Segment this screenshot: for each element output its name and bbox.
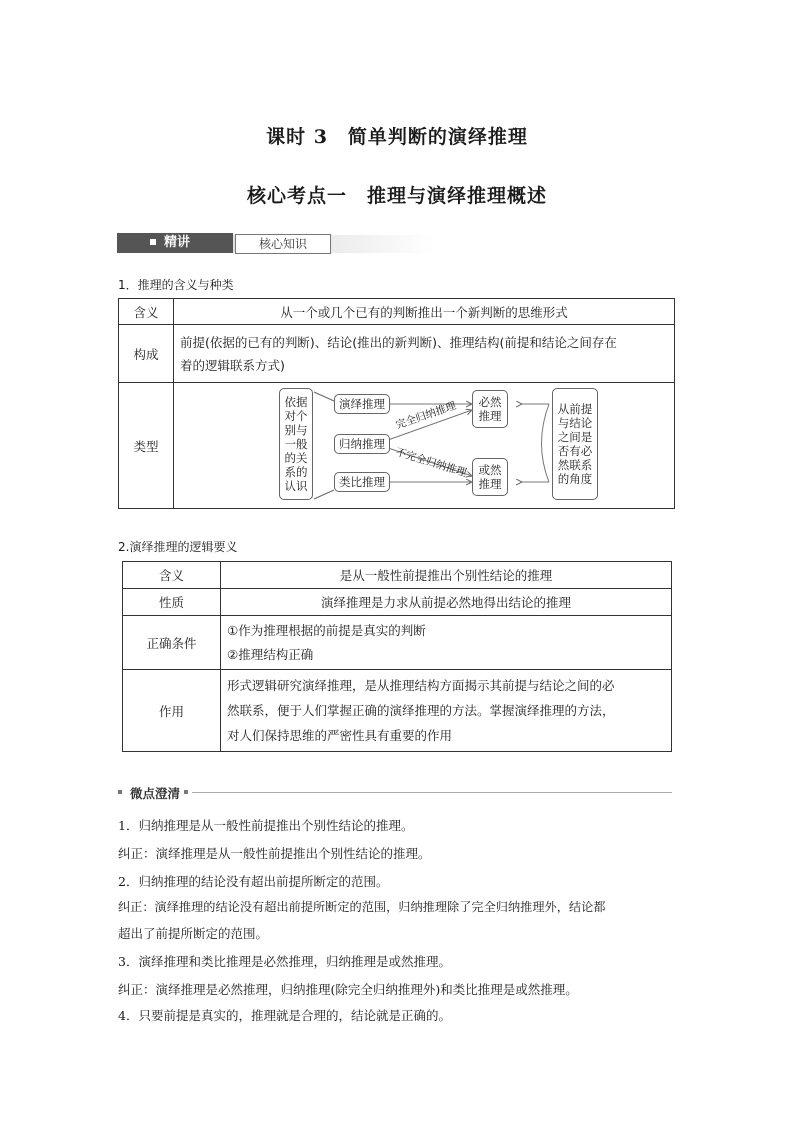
banner-left-label: 精讲	[164, 235, 191, 250]
content-line: 着的逻辑联系方式)	[180, 357, 285, 373]
clarify-line: 3．演绎推理和类比推理是必然推理，归纳推理是或然推理。	[118, 954, 451, 969]
divider-dot	[184, 790, 188, 794]
criterion-text: 的角度	[557, 471, 593, 486]
table-row	[123, 562, 672, 589]
divider-dot	[118, 790, 122, 794]
row-content	[221, 670, 672, 752]
connector-line	[314, 392, 334, 401]
probable-box	[472, 458, 508, 496]
row-content	[174, 325, 675, 383]
basis-box	[279, 388, 313, 500]
clarify-divider	[118, 784, 673, 800]
deductive-box: 演绎推理	[334, 394, 390, 414]
basis-text: 一般	[284, 436, 308, 451]
clarify-line: 2．归纳推理的结论没有超出前提所断定的范围。	[118, 874, 389, 889]
section1-heading: 1．推理的含义与种类	[118, 278, 234, 292]
content-line: 然联系，便于人们掌握正确的演绎推理的方法。掌握演绎推理的方法，	[227, 703, 615, 718]
necessary-text: 必然	[478, 394, 502, 409]
reasoning-table	[118, 298, 675, 509]
deduction-table	[122, 561, 672, 752]
type-diagram-cell	[174, 383, 675, 509]
banner-right-label: 核心知识	[235, 234, 331, 254]
criterion-text: 与结论	[557, 415, 593, 430]
row-content	[221, 616, 672, 670]
focus-banner	[117, 233, 432, 255]
basis-text: 对个	[284, 408, 308, 423]
basis-text: 认识	[284, 478, 308, 493]
reasoning-type-diagram	[174, 384, 674, 508]
criterion-text: 从前提	[557, 401, 593, 416]
row-content: 是从一般性前提推出个别性结论的推理	[221, 562, 672, 589]
clarify-line: 4．只要前提是真实的，推理就是合理的，结论就是正确的。	[118, 1008, 451, 1023]
row-content: 从一个或几个已有的判断推出一个新判断的思维形式	[174, 299, 675, 325]
criterion-text: 否有必	[557, 443, 593, 458]
criterion-text: 然联系	[557, 457, 593, 472]
analogical-box: 类比推理	[334, 472, 390, 492]
table-row	[123, 670, 672, 752]
row-content: 演绎推理是力求从前提必然地得出结论的推理	[221, 589, 672, 616]
table-row	[123, 589, 672, 616]
row-label: 含义	[123, 562, 221, 589]
clarify-line: 纠正：演绎推理是从一般性前提推出个别性结论的推理。	[118, 846, 431, 861]
banner-dark-tab	[117, 233, 233, 253]
clarify-line: 1．归纳推理是从一般性前提推出个别性结论的推理。	[118, 818, 414, 833]
table-row	[119, 299, 675, 325]
probable-text: 或然	[478, 462, 502, 477]
basis-text: 的关	[284, 450, 308, 465]
divider-line	[192, 792, 672, 793]
connector-line	[314, 490, 334, 499]
probable-text: 推理	[478, 476, 502, 491]
incomplete-induction-label: 不完全归纳推理	[394, 445, 468, 479]
basis-text: 别与	[284, 422, 308, 437]
section2-heading: 2.演绎推理的逻辑要义	[118, 540, 238, 554]
criterion-box	[552, 388, 598, 500]
basis-text: 依据	[284, 394, 308, 409]
criterion-text: 之间是	[557, 429, 593, 444]
diagram-arrows	[174, 384, 674, 508]
clarify-line: 超出了前提所断定的范围。	[118, 926, 269, 941]
row-label: 正确条件	[123, 616, 221, 670]
table-row	[119, 325, 675, 383]
clarify-line: 纠正：演绎推理是必然推理，归纳推理(除完全归纳推理外)和类比推理是或然推理。	[118, 982, 578, 997]
content-line: 对人们保持思维的严密性具有重要的作用	[227, 728, 453, 743]
clarify-line: 纠正：演绎推理的结论没有超出前提所断定的范围，归纳推理除了完全归纳推理外，结论都	[118, 900, 606, 914]
content-line: 形式逻辑研究演绎推理，是从推理结构方面揭示其前提与结论之间的必	[227, 678, 615, 693]
row-label: 含义	[119, 299, 174, 325]
table-row	[119, 383, 675, 509]
row-label: 性质	[123, 589, 221, 616]
row-label: 构成	[119, 325, 174, 383]
content-line: ②推理结构正确	[227, 646, 314, 662]
row-label: 类型	[119, 383, 174, 509]
inductive-box: 归纳推理	[334, 434, 390, 454]
table-row	[123, 616, 672, 670]
basis-text: 系的	[284, 464, 308, 479]
content-line: ①作为推理根据的前提是真实的判断	[227, 622, 426, 638]
section-title: 核心考点一 推理与演绎推理概述	[246, 185, 547, 207]
criterion-bracket	[542, 404, 550, 482]
necessary-text: 推理	[478, 408, 502, 423]
square-icon	[150, 239, 156, 245]
row-label: 作用	[123, 670, 221, 752]
lesson-title: 课时 3 简单判断的演绎推理	[266, 126, 528, 148]
necessary-box	[472, 390, 508, 428]
clarify-label: 微点澄清	[130, 786, 181, 801]
content-line: 前提(依据的已有的判断)、结论(推出的新判断)、推理结构(前提和结论之间存在	[180, 334, 617, 350]
complete-induction-label: 完全归纳推理	[394, 399, 458, 432]
